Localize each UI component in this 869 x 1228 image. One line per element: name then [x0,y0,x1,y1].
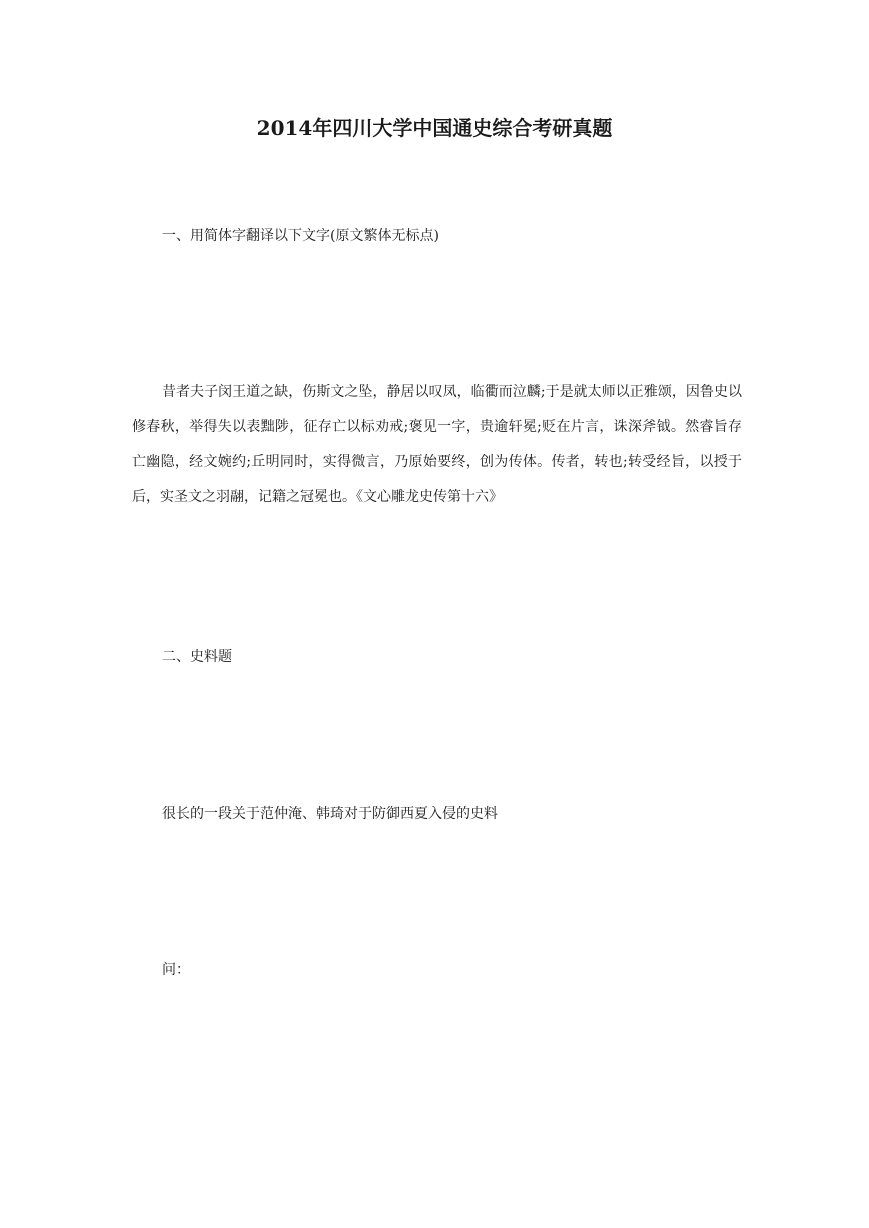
section-2-material: 很长的一段关于范仲淹、韩琦对于防御西夏入侵的史料 [162,806,498,822]
section-2-question: 问： [162,962,190,978]
section-1-passage: 昔者夫子闵王道之缺，伤斯文之坠，静居以叹凤，临衢而泣麟;于是就太师以正雅颂，因鲁史以修春秋，举得失以表黜陟，征存亡以标劝戒;褒见一字，贵逾轩冕;贬在片言，诛深斧钺。然睿旨存亡幽隐，经文婉约;丘明同时，实得微言，乃原始要终，创为传体。传者，转也;转受经旨，以授于后，实圣文之羽翮，记籍之冠冕也。《文心雕龙史传第十六》 [132,384,742,505]
page-title: 2014年四川大学中国通史综合考研真题 [256,116,613,140]
section-2-heading: 二、史料题 [162,649,232,665]
section-1-heading: 一、用简体字翻译以下文字(原文繁体无标点) [162,228,439,244]
